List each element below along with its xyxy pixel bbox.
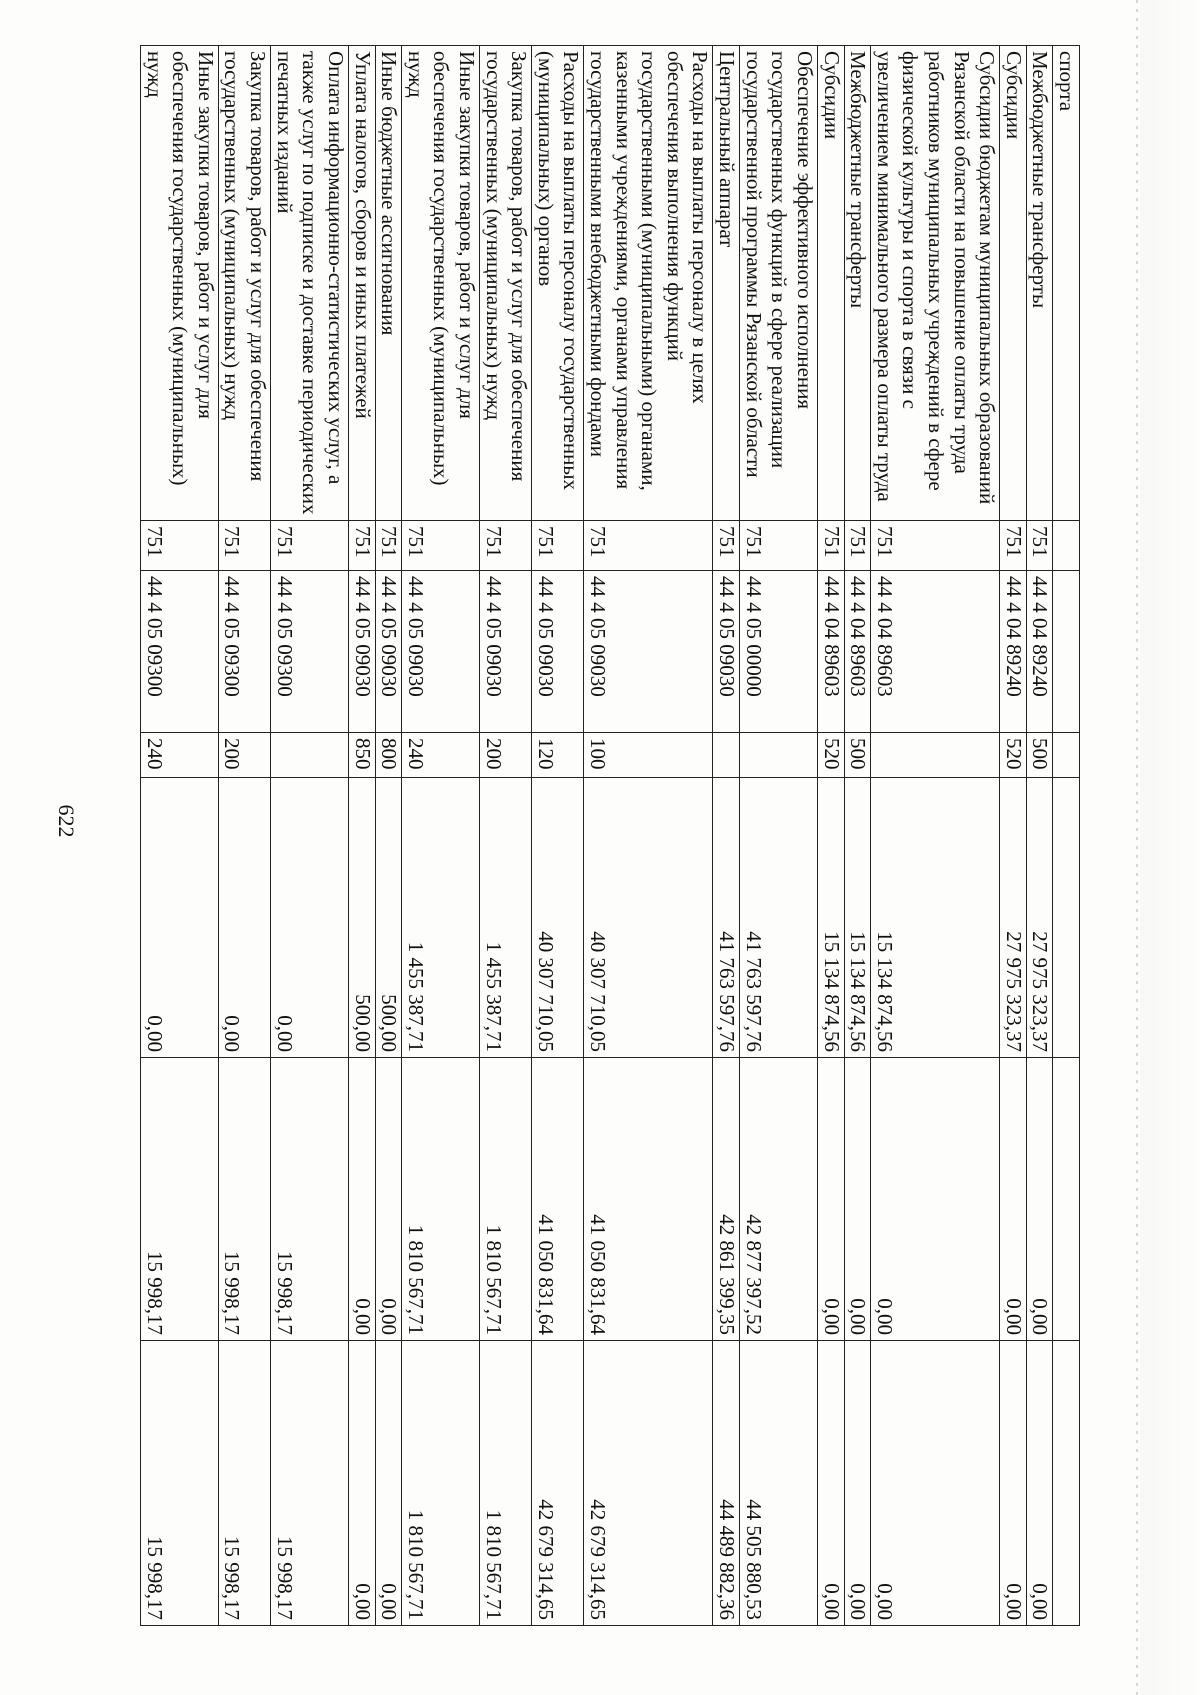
row-department-code xyxy=(1053,521,1080,571)
row-name: Иные закупки товаров, работ и услуг для обеспечения государственных (муниципальных) нужд xyxy=(402,46,480,521)
row-amount-year-2: 41 050 831,64 xyxy=(584,1058,713,1341)
row-department-code: 751 xyxy=(402,521,480,571)
row-target-article: 44 4 04 89603 xyxy=(871,571,1000,733)
row-name: Закупка товаров, работ и услуг для обеспечения государственных (муниципальных) нужд xyxy=(218,46,270,521)
row-amount-year-1: 27 975 323,37 xyxy=(1000,778,1027,1058)
row-name: спорта xyxy=(1053,46,1080,521)
row-expense-type: 520 xyxy=(817,733,844,778)
budget-table xyxy=(140,45,1080,1626)
row-amount-year-1: 0,00 xyxy=(271,778,349,1058)
row-department-code: 751 xyxy=(375,521,402,571)
row-expense-type: 120 xyxy=(532,733,584,778)
row-amount-year-3: 0,00 xyxy=(1000,1341,1027,1626)
page-number: 622 xyxy=(54,804,79,838)
table-row xyxy=(584,46,713,1626)
row-amount-year-2: 0,00 xyxy=(348,1058,375,1341)
row-expense-type xyxy=(1053,733,1080,778)
row-name: Расходы на выплаты персоналу государственных (муниципальных) органов xyxy=(532,46,584,521)
table-row xyxy=(817,46,844,1626)
row-amount-year-3 xyxy=(1053,1341,1080,1626)
row-target-article: 44 4 05 09030 xyxy=(584,571,713,733)
table-row xyxy=(218,46,270,1626)
table-row xyxy=(141,46,219,1626)
row-amount-year-3: 0,00 xyxy=(348,1341,375,1626)
row-amount-year-1: 41 763 597,76 xyxy=(740,778,818,1058)
row-target-article: 44 4 05 09300 xyxy=(141,571,219,733)
row-name: Иные бюджетные ассигнования xyxy=(375,46,402,521)
row-amount-year-2: 15 998,17 xyxy=(141,1058,219,1341)
row-expense-type xyxy=(871,733,1000,778)
row-expense-type: 200 xyxy=(479,733,531,778)
row-amount-year-3: 44 489 882,36 xyxy=(713,1341,740,1626)
table-row xyxy=(871,46,1000,1626)
row-department-code: 751 xyxy=(713,521,740,571)
row-amount-year-2: 1 810 567,71 xyxy=(479,1058,531,1341)
row-amount-year-1: 500,00 xyxy=(375,778,402,1058)
row-amount-year-3: 44 505 880,53 xyxy=(740,1341,818,1626)
row-amount-year-3: 0,00 xyxy=(1026,1341,1053,1626)
row-amount-year-2: 1 810 567,71 xyxy=(402,1058,480,1341)
row-amount-year-3: 42 679 314,65 xyxy=(584,1341,713,1626)
row-department-code: 751 xyxy=(348,521,375,571)
row-amount-year-2: 41 050 831,64 xyxy=(532,1058,584,1341)
table-row xyxy=(348,46,375,1626)
row-amount-year-3: 0,00 xyxy=(817,1341,844,1626)
row-amount-year-1: 15 134 874,56 xyxy=(844,778,871,1058)
row-amount-year-1 xyxy=(1053,778,1080,1058)
row-amount-year-2: 0,00 xyxy=(817,1058,844,1341)
row-expense-type: 850 xyxy=(348,733,375,778)
row-department-code: 751 xyxy=(1000,521,1027,571)
row-amount-year-1: 40 307 710,05 xyxy=(584,778,713,1058)
row-target-article: 44 4 04 89240 xyxy=(1000,571,1027,733)
table-row xyxy=(1026,46,1053,1626)
row-amount-year-3: 0,00 xyxy=(375,1341,402,1626)
table-row xyxy=(479,46,531,1626)
row-expense-type: 100 xyxy=(584,733,713,778)
row-expense-type: 800 xyxy=(375,733,402,778)
row-amount-year-2: 0,00 xyxy=(844,1058,871,1341)
row-amount-year-1: 15 134 874,56 xyxy=(871,778,1000,1058)
row-name: Уплата налогов, сборов и иных платежей xyxy=(348,46,375,521)
row-expense-type: 240 xyxy=(141,733,219,778)
table-row xyxy=(1053,46,1080,1626)
scan-margin-shade xyxy=(1140,0,1200,1695)
row-department-code: 751 xyxy=(141,521,219,571)
row-department-code: 751 xyxy=(1026,521,1053,571)
row-expense-type xyxy=(713,733,740,778)
row-name: Межбюджетные трансферты xyxy=(1026,46,1053,521)
table-row xyxy=(713,46,740,1626)
table-row xyxy=(1000,46,1027,1626)
table-row xyxy=(844,46,871,1626)
row-amount-year-2: 42 877 397,52 xyxy=(740,1058,818,1341)
row-target-article: 44 4 05 09030 xyxy=(479,571,531,733)
row-amount-year-3: 0,00 xyxy=(844,1341,871,1626)
row-name: Субсидии бюджетам муниципальных образований Рязанской области на повышение оплаты труда работников муниципальных учреждений в сфере физической культуры и спорта в связи с увеличением минимального размера оплаты труда xyxy=(871,46,1000,521)
row-amount-year-2: 0,00 xyxy=(375,1058,402,1341)
table-row xyxy=(532,46,584,1626)
row-amount-year-3: 15 998,17 xyxy=(141,1341,219,1626)
row-name: Оплата информационно-статистических услуг, а также услуг по подписке и доставке периодических печатных изданий xyxy=(271,46,349,521)
row-target-article: 44 4 05 00000 xyxy=(740,571,818,733)
row-target-article xyxy=(1053,571,1080,733)
row-amount-year-2: 0,00 xyxy=(871,1058,1000,1341)
row-amount-year-1: 40 307 710,05 xyxy=(532,778,584,1058)
rotated-page xyxy=(120,45,1080,1625)
row-name: Центральный аппарат xyxy=(713,46,740,521)
row-name: Межбюджетные трансферты xyxy=(844,46,871,521)
row-expense-type: 500 xyxy=(1026,733,1053,778)
row-department-code: 751 xyxy=(740,521,818,571)
row-amount-year-2: 15 998,17 xyxy=(218,1058,270,1341)
row-department-code: 751 xyxy=(844,521,871,571)
table-row xyxy=(402,46,480,1626)
row-department-code: 751 xyxy=(218,521,270,571)
row-target-article: 44 4 05 09030 xyxy=(713,571,740,733)
row-amount-year-1: 0,00 xyxy=(218,778,270,1058)
row-amount-year-1: 0,00 xyxy=(141,778,219,1058)
row-department-code: 751 xyxy=(871,521,1000,571)
row-target-article: 44 4 04 89240 xyxy=(1026,571,1053,733)
row-name: Субсидии xyxy=(1000,46,1027,521)
table-row xyxy=(740,46,818,1626)
row-amount-year-3: 1 810 567,71 xyxy=(402,1341,480,1626)
row-amount-year-2: 0,00 xyxy=(1026,1058,1053,1341)
table-row xyxy=(375,46,402,1626)
row-target-article: 44 4 04 89603 xyxy=(844,571,871,733)
row-name: Расходы на выплаты персоналу в целях обеспечения выполнения функций государственными (муниципальными) органами, казенными учреждениями, органами управления государственными внебюджетными фондами xyxy=(584,46,713,521)
row-target-article: 44 4 05 09030 xyxy=(532,571,584,733)
row-amount-year-1: 1 455 387,71 xyxy=(479,778,531,1058)
row-amount-year-3: 42 679 314,65 xyxy=(532,1341,584,1626)
row-department-code: 751 xyxy=(271,521,349,571)
row-amount-year-2 xyxy=(1053,1058,1080,1341)
row-amount-year-1: 1 455 387,71 xyxy=(402,778,480,1058)
budget-rows xyxy=(141,46,1080,1626)
row-amount-year-3: 0,00 xyxy=(871,1341,1000,1626)
table-row xyxy=(271,46,349,1626)
row-department-code: 751 xyxy=(532,521,584,571)
row-target-article: 44 4 04 89603 xyxy=(817,571,844,733)
row-name: Закупка товаров, работ и услуг для обеспечения государственных (муниципальных) нужд xyxy=(479,46,531,521)
row-expense-type xyxy=(271,733,349,778)
row-amount-year-2: 0,00 xyxy=(1000,1058,1027,1341)
row-expense-type xyxy=(740,733,818,778)
row-target-article: 44 4 05 09030 xyxy=(375,571,402,733)
row-amount-year-3: 15 998,17 xyxy=(271,1341,349,1626)
row-target-article: 44 4 05 09300 xyxy=(218,571,270,733)
row-amount-year-2: 42 861 399,35 xyxy=(713,1058,740,1341)
row-target-article: 44 4 05 09030 xyxy=(402,571,480,733)
row-amount-year-3: 15 998,17 xyxy=(218,1341,270,1626)
row-department-code: 751 xyxy=(479,521,531,571)
row-amount-year-1: 15 134 874,56 xyxy=(817,778,844,1058)
row-name: Иные закупки товаров, работ и услуг для обеспечения государственных (муниципальных) нужд xyxy=(141,46,219,521)
scan-edge-artifact xyxy=(1136,0,1138,1695)
row-expense-type: 200 xyxy=(218,733,270,778)
row-expense-type: 500 xyxy=(844,733,871,778)
row-name: Субсидии xyxy=(817,46,844,521)
row-amount-year-2: 15 998,17 xyxy=(271,1058,349,1341)
row-target-article: 44 4 05 09030 xyxy=(348,571,375,733)
row-expense-type: 240 xyxy=(402,733,480,778)
row-expense-type: 520 xyxy=(1000,733,1027,778)
row-amount-year-1: 41 763 597,76 xyxy=(713,778,740,1058)
row-department-code: 751 xyxy=(584,521,713,571)
row-amount-year-3: 1 810 567,71 xyxy=(479,1341,531,1626)
row-target-article: 44 4 05 09300 xyxy=(271,571,349,733)
row-amount-year-1: 500,00 xyxy=(348,778,375,1058)
row-name: Обеспечение эффективного исполнения государственных функций в сфере реализации государственной программы Рязанской области xyxy=(740,46,818,521)
row-amount-year-1: 27 975 323,37 xyxy=(1026,778,1053,1058)
row-department-code: 751 xyxy=(817,521,844,571)
